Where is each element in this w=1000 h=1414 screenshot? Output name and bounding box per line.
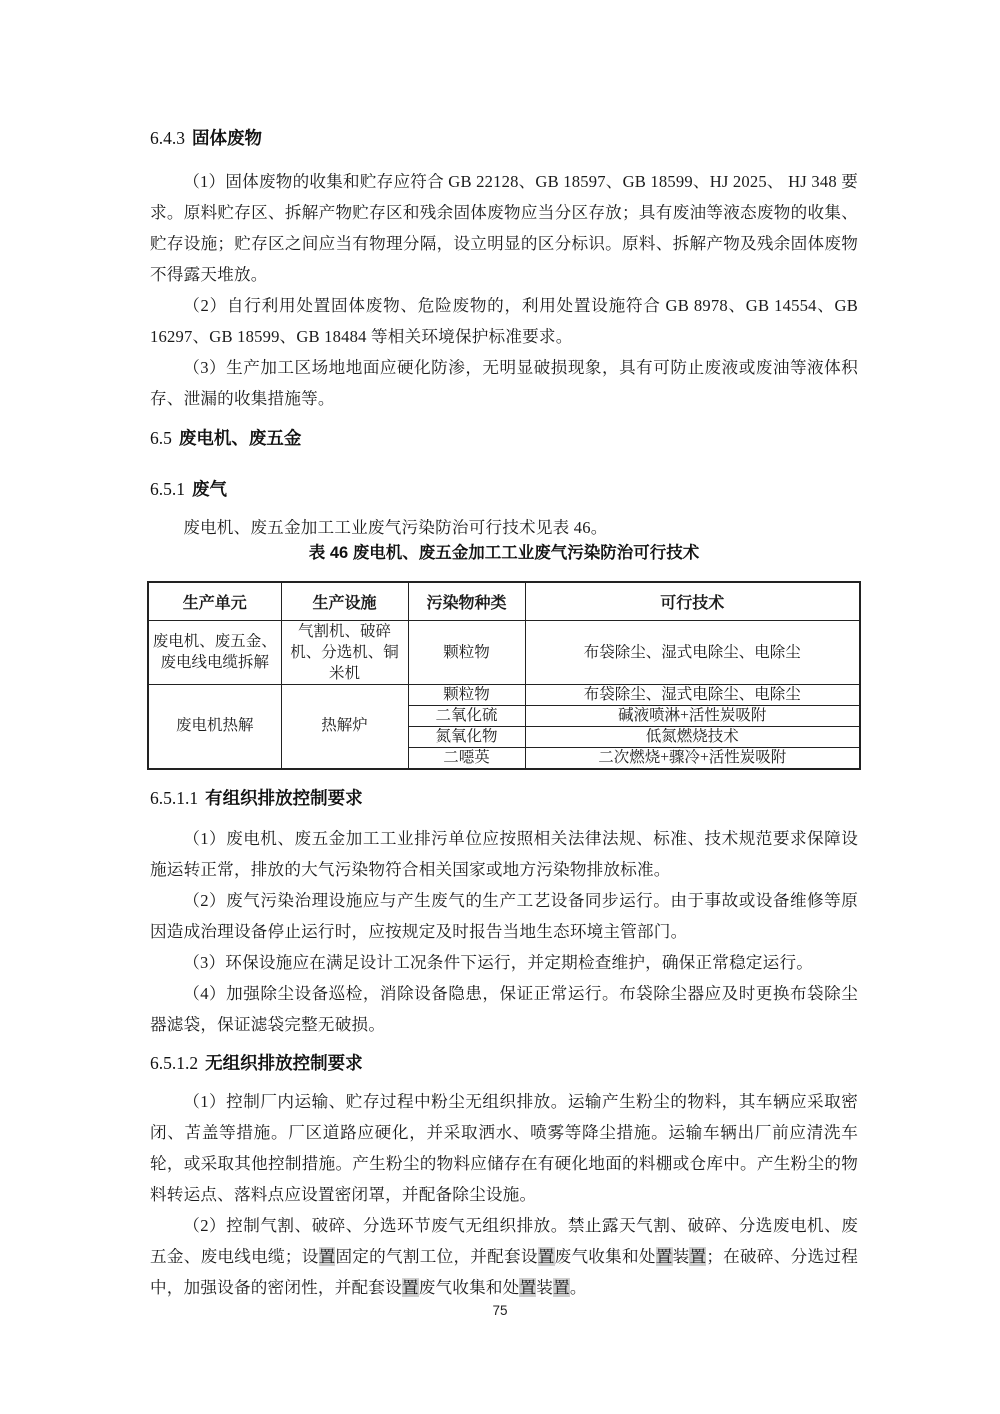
body-paragraph: （3）环保设施应在满足设计工况条件下运行，并定期检查维护，确保正常稳定运行。: [183, 952, 814, 972]
cell-pollutant: 二氧化硫: [408, 705, 525, 726]
section-heading-6-5: [150, 428, 858, 449]
cell-facility: 气割机、破碎机、分选机、铜米机: [281, 620, 408, 684]
section-title: 废电机、废五金: [178, 428, 302, 448]
cell-technique: 碱液喷淋+活性炭吸附: [525, 705, 860, 726]
table-intro-paragraph: 废电机、废五金加工工业废气污染防治可行技术见表 46。: [183, 518, 608, 537]
cell-pollutant: 颗粒物: [408, 684, 525, 705]
cell-technique: 二次燃烧+骤冷+活性炭吸附: [525, 747, 860, 769]
page-number: 75: [492, 1303, 508, 1318]
column-header: 生产单元: [148, 582, 281, 621]
section-title: 无组织排放控制要求: [205, 1052, 363, 1073]
section-title: 固体废物: [192, 128, 262, 148]
cell-technique: 布袋除尘、湿式电除尘、电除尘: [525, 620, 860, 684]
section-number: 6.4.3: [150, 128, 185, 148]
table-row: [148, 620, 860, 684]
column-header: 生产设施: [281, 582, 408, 621]
body-paragraph: （2）废气污染治理设施应与产生废气的生产工艺设备同步运行。由于事故或设备维修等原因造成治理设备停止运行时，应按规定及时报告当地生态环境主管部门。: [150, 890, 858, 941]
column-header: 可行技术: [525, 582, 860, 621]
section-heading-6-5-1-2: [150, 1053, 858, 1074]
cell-pollutant: 氮氧化物: [408, 726, 525, 747]
section-number: 6.5.1: [150, 479, 185, 499]
cell-unit: 废电机、废五金、废电线电缆拆解: [148, 620, 281, 684]
cell-technique: 低氮燃烧技术: [525, 726, 860, 747]
section-heading-6-5-1-1: [150, 788, 858, 809]
section-number: 6.5.1.2: [150, 1052, 199, 1073]
section-heading-6-5-1: [150, 479, 858, 500]
body-paragraph: （4）加强除尘设备巡检，消除设备隐患，保证正常运行。布袋除尘器应及时更换布袋除尘器滤袋，保证滤袋完整无破损。: [150, 983, 858, 1034]
body-paragraph: （1）废电机、废五金加工工业排污单位应按照相关法律法规、标准、技术规范要求保障设施运转正常，排放的大气污染物符合相关国家或地方污染物排放标准。: [150, 828, 858, 879]
section-6-4-3-body: [150, 166, 858, 414]
cell-pollutant: 颗粒物: [408, 620, 525, 684]
body-paragraph: （2）自行利用处置固体废物、危险废物的，利用处置设施符合 GB 8978、GB 14554、GB 16297、GB 18599、GB 18484 等相关环境保护标准要求。: [150, 296, 858, 346]
cell-pollutant: 二噁英: [408, 747, 525, 769]
section-6-5-1-2-body: [150, 1086, 858, 1303]
page-content: [150, 0, 858, 1303]
table-46: [147, 581, 861, 770]
section-number: 6.5.1.1: [150, 787, 199, 808]
section-heading-6-4-3: [150, 128, 858, 149]
table-header-row: [148, 582, 860, 621]
section-6-5-1-1-body: [150, 823, 858, 1040]
table-caption: 表 46 废电机、废五金加工工业废气污染防治可行技术: [308, 544, 700, 562]
column-header: 污染物种类: [408, 582, 525, 621]
cell-facility: 热解炉: [281, 684, 408, 769]
body-paragraph: （1）控制厂内运输、贮存过程中粉尘无组织排放。运输产生粉尘的物料，其车辆应采取密闭、苫盖等措施。厂区道路应硬化，并采取洒水、喷雾等降尘措施。运输车辆出厂前应清洗车轮，或采取其他控制措施。产生粉尘的物料应储存在有硬化地面的料棚或仓库中。产生粉尘的物料转运点、落料点应设置密闭罩，并配备除尘设施。: [150, 1091, 858, 1204]
section-number: 6.5: [150, 428, 172, 448]
table-row: [148, 684, 860, 705]
body-paragraph: （3）生产加工区场地地面应硬化防渗，无明显破损现象，具有可防止废液或废油等液体积存、泄漏的收集措施等。: [150, 358, 858, 408]
body-paragraph: （1）固体废物的收集和贮存应符合 GB 22128、GB 18597、GB 18599、HJ 2025、 HJ 348 要求。原料贮存区、拆解产物贮存区和残余固体废物应当分区存放；具有废油等液态废物的收集、贮存设施；贮存区之间应当有物理分隔，设立明显的区分标识。原料、拆解产物及残余固体废物不得露天堆放。: [150, 172, 858, 284]
section-title: 废气: [192, 479, 227, 499]
cell-unit: 废电机热解: [148, 684, 281, 769]
cell-technique: 布袋除尘、湿式电除尘、电除尘: [525, 684, 860, 705]
body-paragraph: （2）控制气割、破碎、分选环节废气无组织排放。禁止露天气割、破碎、分选废电机、废五金、废电线电缆；设置固定的气割工位，并配套设置废气收集和处置装置；在破碎、分选过程中，加强设备的密闭性，并配套设置废气收集和处置装置。: [150, 1215, 858, 1297]
section-title: 有组织排放控制要求: [205, 787, 363, 808]
